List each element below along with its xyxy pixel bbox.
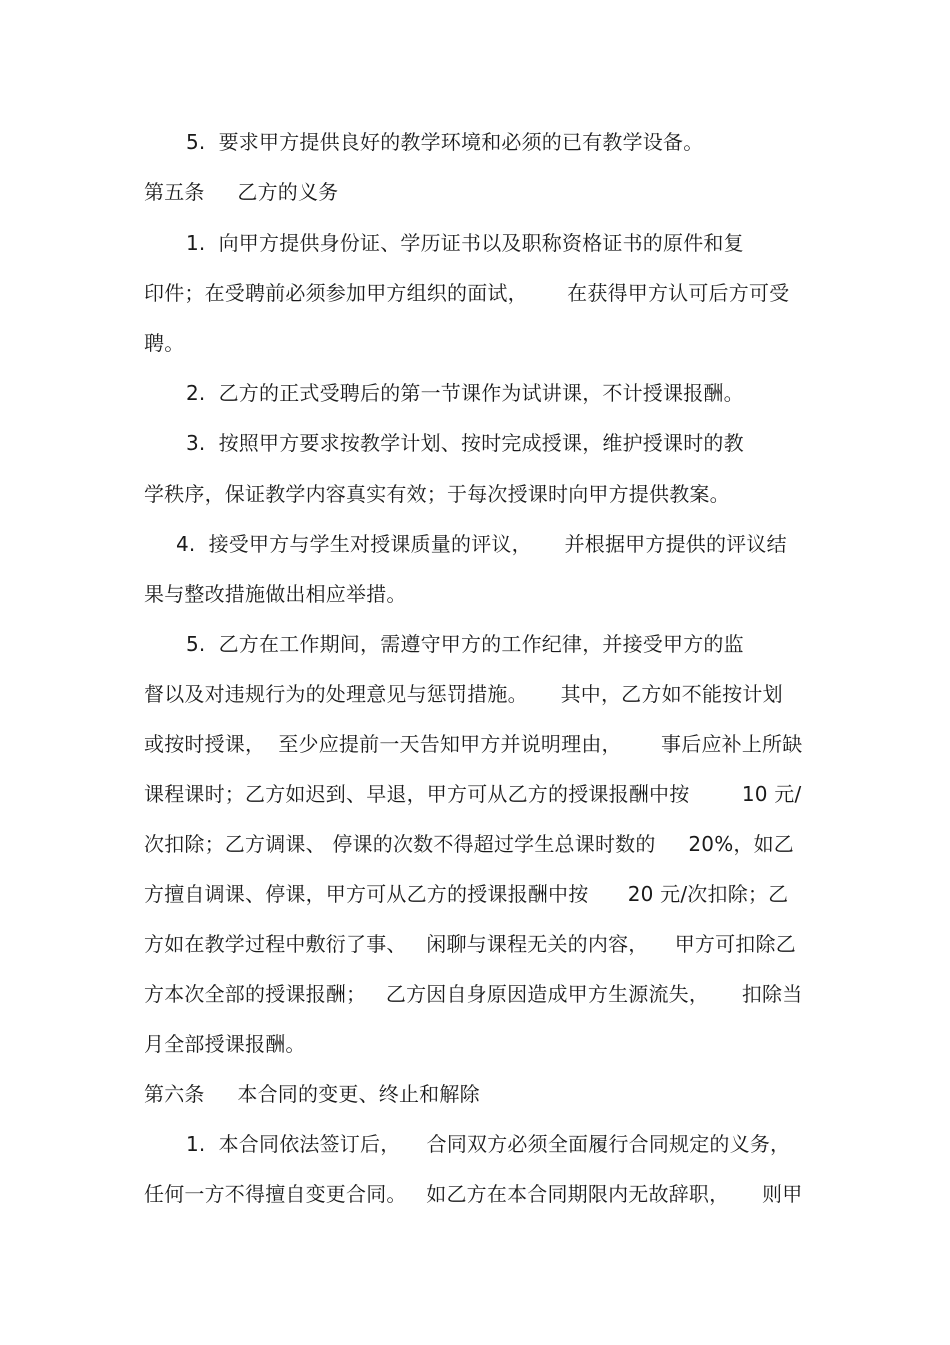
clause-5-4-item-5: 5. 要求甲方提供良好的教学环境和必须的已有教学设备。 bbox=[186, 130, 704, 154]
article-5-heading: 第五条 乙方的义务 bbox=[144, 180, 339, 204]
article-5-item-1-line-1: 1. 向甲方提供身份证、学历证书以及职称资格证书的原件和复 bbox=[186, 231, 744, 255]
article-5-item-5-line-9: 月全部授课报酬。 bbox=[144, 1032, 306, 1056]
article-5-item-4-line-2: 果与整改措施做出相应举措。 bbox=[144, 582, 407, 606]
article-5-item-5-line-5: 次扣除；乙方调课、 停课的次数不得超过学生总课时数的 20%，如乙 bbox=[144, 832, 794, 856]
article-5-item-5-line-2: 督以及对违规行为的处理意见与惩罚措施。 其中，乙方如不能按计划 bbox=[144, 682, 783, 706]
article-5-item-5-line-8: 方本次全部的授课报酬； 乙方因自身原因造成甲方生源流失， 扣除当 bbox=[144, 982, 803, 1006]
article-6-item-1-line-1: 1. 本合同依法签订后， 合同双方必须全面履行合同规定的义务， bbox=[186, 1132, 791, 1156]
article-5-item-5-line-1: 5. 乙方在工作期间，需遵守甲方的工作纪律，并接受甲方的监 bbox=[186, 632, 744, 656]
article-6-heading: 第六条 本合同的变更、终止和解除 bbox=[144, 1082, 480, 1106]
article-5-item-5-line-3: 或按时授课， 至少应提前一天告知甲方并说明理由， 事后应补上所缺 bbox=[144, 732, 803, 756]
article-5-item-4-line-1: 4. 接受甲方与学生对授课质量的评议， 并根据甲方提供的评议结 bbox=[176, 532, 787, 556]
article-5-item-3-line-2: 学秩序，保证教学内容真实有效；于每次授课时向甲方提供教案。 bbox=[144, 482, 730, 506]
article-5-item-5-line-7: 方如在教学过程中敷衍了事、 闲聊与课程无关的内容， 甲方可扣除乙 bbox=[144, 932, 796, 956]
article-5-item-1-line-2: 印件；在受聘前必须参加甲方组织的面试， 在获得甲方认可后方可受 bbox=[144, 281, 790, 305]
article-5-item-5-line-6: 方擅自调课、停课，甲方可从乙方的授课报酬中按 20 元/次扣除；乙 bbox=[144, 882, 789, 906]
article-5-item-1-line-3: 聘。 bbox=[144, 331, 185, 355]
article-5-item-2: 2. 乙方的正式受聘后的第一节课作为试讲课，不计授课报酬。 bbox=[186, 381, 744, 405]
article-6-item-1-line-2: 任何一方不得擅自变更合同。 如乙方在本合同期限内无故辞职， 则甲 bbox=[144, 1182, 803, 1206]
article-5-item-5-line-4: 课程课时；乙方如迟到、早退，甲方可从乙方的授课报酬中按 10 元/ bbox=[144, 782, 802, 806]
article-5-item-3-line-1: 3. 按照甲方要求按教学计划、按时完成授课，维护授课时的教 bbox=[186, 431, 744, 455]
